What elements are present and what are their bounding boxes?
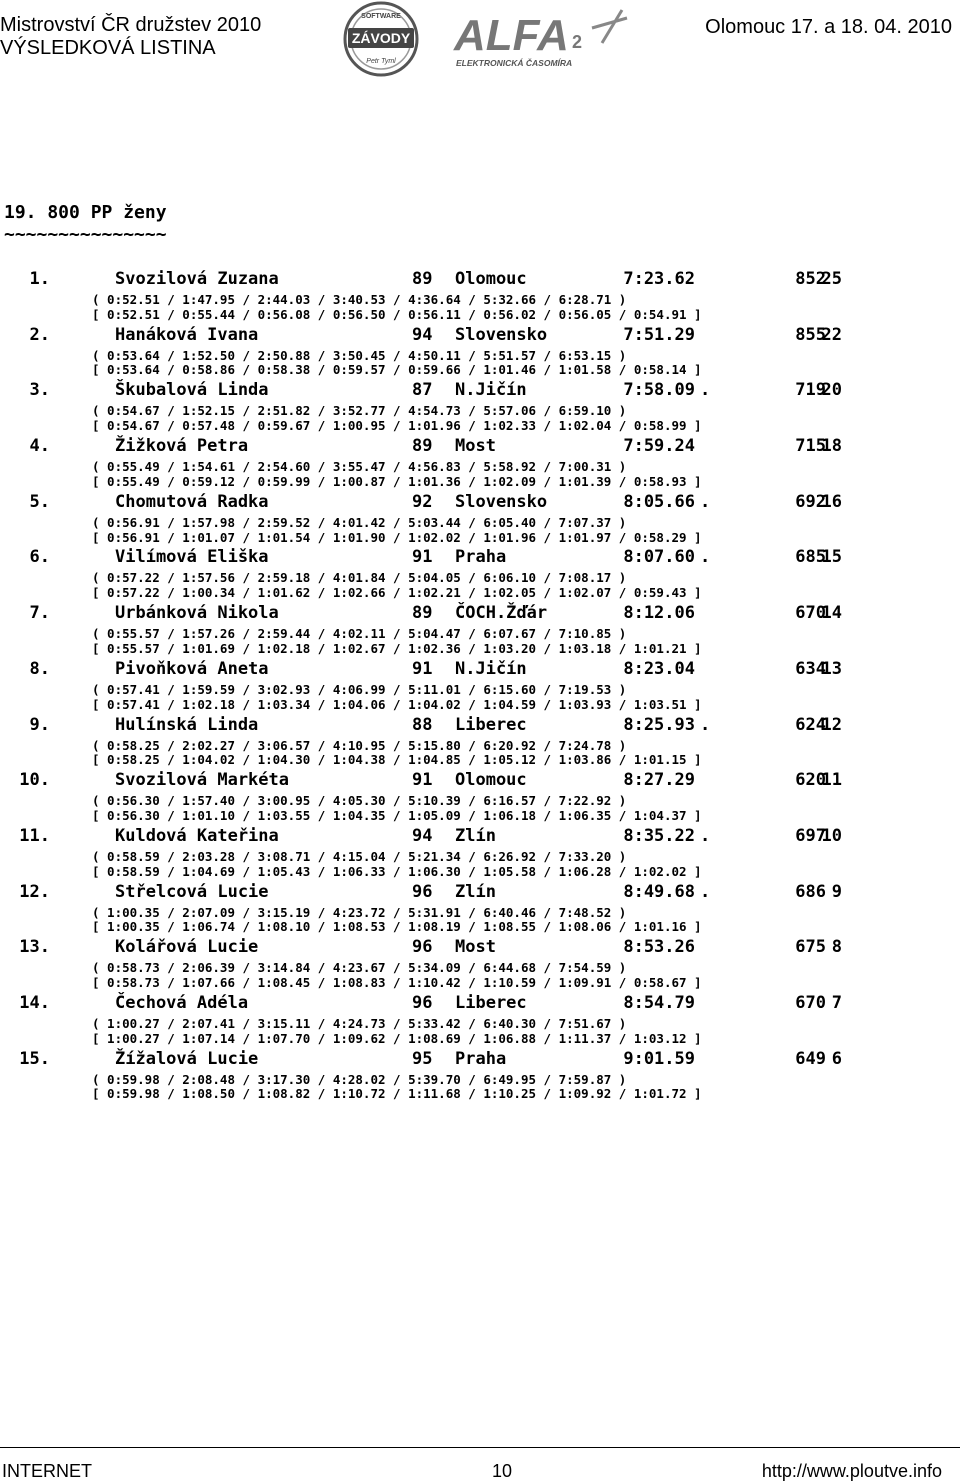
points: 624 [795,714,826,735]
page-footer [0,1447,960,1484]
cumulative-splits: ( 0:54.67 / 1:52.15 / 2:51.82 / 3:52.77 / 4:54.73 / 5:57.06 / 6:59.10 ) [92,403,627,419]
final-time: 8:53.26 [623,937,695,958]
club-name: N.Jičín [455,658,527,679]
svg-text:2: 2 [572,32,583,52]
result-row [0,489,960,515]
result-entry [0,934,960,990]
year-of-birth: 91 [412,658,433,679]
club-name: Slovensko [455,491,548,512]
points: 719 [795,380,826,401]
lap-splits: [ 0:54.67 / 0:57.48 / 0:59.67 / 1:00.95 / 1:01.96 / 1:02.33 / 1:02.04 / 0:58.99 ] [92,418,702,434]
final-time: 8:23.04 [623,658,695,679]
club-name: Olomouc [455,269,527,289]
header-left [0,14,261,60]
club-name: ČOCH.Žďár [455,603,548,624]
team-points: 20 [821,380,842,401]
club-name: Zlín [455,881,496,902]
result-rank: 8. [29,658,50,679]
final-time: 7:58.09 [623,380,695,401]
result-rank: 7. [29,603,50,624]
team-points: 6 [831,1048,842,1069]
result-entry [0,1046,960,1102]
result-entry [0,990,960,1046]
result-row [0,712,960,738]
results-list [0,266,960,1101]
result-rank: 15. [19,1048,50,1069]
athlete-name: Chomutová Radka [115,491,269,512]
lap-splits: [ 0:55.57 / 1:01.69 / 1:02.18 / 1:02.67 / 1:02.36 / 1:03.20 / 1:03.18 / 1:01.21 ] [92,640,702,656]
lap-splits: [ 0:56.91 / 1:01.07 / 1:01.54 / 1:01.90 / 1:02.02 / 1:01.96 / 1:01.97 / 0:58.29 ] [92,529,702,545]
result-row [0,934,960,960]
cumulative-splits: ( 0:58.25 / 2:02.27 / 3:06.57 / 4:10.95 / 5:15.80 / 6:20.92 / 7:24.78 ) [92,737,627,753]
team-points: 13 [821,658,842,679]
points: 620 [795,770,826,791]
result-entry [0,712,960,768]
final-time: 7:23.62 [623,269,695,289]
year-of-birth: 87 [412,380,433,401]
year-of-birth: 91 [412,770,433,791]
time-mark: . [700,491,711,512]
year-of-birth: 96 [412,992,433,1013]
result-entry [0,433,960,489]
athlete-name: Škubalová Linda [115,380,269,401]
result-entry [0,322,960,378]
cumulative-splits: ( 1:00.35 / 2:07.09 / 3:15.19 / 4:23.72 / 5:31.91 / 6:40.46 / 7:48.52 ) [92,904,627,920]
time-mark: . [700,380,711,401]
team-points: 11 [821,770,842,791]
athlete-name: Hanáková Ivana [115,324,259,345]
event-title: Mistrovství ČR družstev 2010 [0,14,262,36]
result-entry [0,767,960,823]
result-entry [0,656,960,712]
alfa-logo [452,8,642,70]
lap-splits: [ 0:53.64 / 0:58.86 / 0:58.38 / 0:59.57 / 0:59.66 / 1:01.46 / 1:01.58 / 0:58.14 ] [92,362,702,378]
final-time: 8:49.68 [623,881,695,902]
points: 715 [795,436,826,457]
result-entry [0,266,960,322]
final-time: 8:27.29 [623,770,695,791]
lap-splits: [ 1:00.27 / 1:07.14 / 1:07.70 / 1:09.62 / 1:08.69 / 1:06.88 / 1:11.37 / 1:03.12 ] [92,1030,702,1046]
lap-splits: [ 0:56.30 / 1:01.10 / 1:03.55 / 1:04.35 / 1:05.09 / 1:06.18 / 1:06.35 / 1:04.37 ] [92,807,702,823]
footer-url: http://www.ploutve.info [761,1461,942,1481]
zavody-software-logo [336,0,426,78]
athlete-name: Hulínská Linda [115,714,259,735]
cumulative-splits: ( 0:57.22 / 1:57.56 / 2:59.18 / 4:01.84 / 5:04.05 / 6:06.10 / 7:08.17 ) [92,570,627,586]
athlete-name: Kolářová Lucie [115,937,259,958]
result-row [0,433,960,459]
club-name: Slovensko [455,324,548,345]
year-of-birth: 92 [412,491,433,512]
event-heading: 19. 800 PP ženy [4,202,167,223]
results-list-title: VÝSLEDKOVÁ LISTINA [0,37,216,59]
logo1-top-text: SOFTWARE [361,13,401,20]
heading-underline: ~~~~~~~~~~~~~~~ [4,224,167,245]
athlete-name: Čechová Adéla [115,992,249,1013]
cumulative-splits: ( 0:55.57 / 1:57.26 / 2:59.44 / 4:02.11 / 5:04.47 / 6:07.67 / 7:10.85 ) [92,626,627,642]
year-of-birth: 89 [412,269,433,289]
result-row [0,377,960,403]
year-of-birth: 88 [412,714,433,735]
result-entry [0,823,960,879]
team-points: 12 [821,714,842,735]
team-points: 10 [821,825,842,846]
team-points: 18 [821,436,842,457]
result-rank: 9. [29,714,50,735]
lap-splits: [ 0:57.22 / 1:00.34 / 1:01.62 / 1:02.66 / 1:02.21 / 1:02.05 / 1:02.07 / 0:59.43 ] [92,585,702,601]
athlete-name: Střelcová Lucie [115,881,269,902]
time-mark: . [700,547,711,568]
athlete-name: Svozilová Markéta [115,770,289,791]
logo2-sub-text: ELEKTRONICKÁ ČASOMÍRA [456,58,573,68]
lap-splits: [ 0:58.73 / 1:07.66 / 1:08.45 / 1:08.83 / 1:10.42 / 1:10.59 / 1:09.91 / 0:58.67 ] [92,975,702,991]
points: 697 [795,825,826,846]
year-of-birth: 96 [412,881,433,902]
result-row [0,990,960,1016]
year-of-birth: 89 [412,603,433,624]
points: 634 [795,658,826,679]
cumulative-splits: ( 0:55.49 / 1:54.61 / 2:54.60 / 3:55.47 / 4:56.83 / 5:58.92 / 7:00.31 ) [92,459,627,475]
result-rank: 4. [29,436,50,457]
result-row [0,600,960,626]
time-mark: . [700,825,711,846]
team-points: 15 [821,547,842,568]
club-name: Liberec [455,714,527,735]
points: 670 [795,992,826,1013]
cumulative-splits: ( 0:59.98 / 2:08.48 / 3:17.30 / 4:28.02 / 5:39.70 / 6:49.95 / 7:59.87 ) [92,1071,627,1087]
result-rank: 5. [29,491,50,512]
year-of-birth: 96 [412,937,433,958]
cumulative-splits: ( 0:53.64 / 1:52.50 / 2:50.88 / 3:50.45 / 4:50.11 / 5:51.57 / 6:53.15 ) [92,347,627,363]
lap-splits: [ 0:58.59 / 1:04.69 / 1:05.43 / 1:06.33 / 1:06.30 / 1:05.58 / 1:06.28 / 1:02.02 ] [92,863,702,879]
year-of-birth: 95 [412,1048,433,1069]
cumulative-splits: ( 1:00.27 / 2:07.41 / 3:15.11 / 4:24.73 / 5:33.42 / 6:40.30 / 7:51.67 ) [92,1015,627,1031]
page-header [0,0,960,80]
team-points: 7 [831,992,842,1013]
result-entry [0,544,960,600]
lap-splits: [ 0:59.98 / 1:08.50 / 1:08.82 / 1:10.72 / 1:11.68 / 1:10.25 / 1:09.92 / 1:01.72 ] [92,1086,702,1102]
points: 685 [795,547,826,568]
result-row [0,823,960,849]
club-name: Praha [455,547,507,568]
event-date-place: Olomouc 17. a 18. 04. 2010 [705,16,952,38]
logo1-bottom-text: Petr Tyml [366,58,396,65]
result-rank: 1. [29,269,50,289]
result-rank: 3. [29,380,50,401]
points: 675 [795,937,826,958]
footer-source: INTERNET [2,1461,92,1481]
result-row [0,266,960,292]
lap-splits: [ 0:57.41 / 1:02.18 / 1:03.34 / 1:04.06 / 1:04.02 / 1:04.59 / 1:03.93 / 1:03.51 ] [92,696,702,712]
team-points: 14 [821,603,842,624]
result-entry [0,879,960,935]
result-row [0,656,960,682]
club-name: Most [455,436,496,457]
result-row [0,322,960,348]
athlete-name: Svozilová Zuzana [115,269,279,289]
result-entry [0,377,960,433]
points: 692 [795,491,826,512]
year-of-birth: 94 [412,324,433,345]
final-time: 7:59.24 [623,436,695,457]
points: 686 [795,881,826,902]
team-points: 8 [831,937,842,958]
lap-splits: [ 0:58.25 / 1:04.02 / 1:04.30 / 1:04.38 / 1:04.85 / 1:05.12 / 1:03.86 / 1:01.15 ] [92,752,702,768]
points: 855 [795,324,826,345]
athlete-name: Vilímová Eliška [115,547,269,568]
result-row [0,767,960,793]
time-mark: . [700,714,711,735]
cumulative-splits: ( 0:58.73 / 2:06.39 / 3:14.84 / 4:23.67 / 5:34.09 / 6:44.68 / 7:54.59 ) [92,960,627,976]
final-time: 8:07.60 [623,547,695,568]
final-time: 8:54.79 [623,992,695,1013]
final-time: 7:51.29 [623,324,695,345]
page-number: 10 [492,1461,513,1481]
result-rank: 10. [19,770,50,791]
athlete-name: Urbánková Nikola [115,603,279,624]
final-time: 8:12.06 [623,603,695,624]
club-name: Most [455,937,496,958]
club-name: Praha [455,1048,507,1069]
athlete-name: Kuldová Kateřina [115,825,279,846]
result-rank: 6. [29,547,50,568]
cumulative-splits: ( 0:57.41 / 1:59.59 / 3:02.93 / 4:06.99 / 5:11.01 / 6:15.60 / 7:19.53 ) [92,681,627,697]
athlete-name: Žižková Petra [115,436,249,457]
result-row [0,879,960,905]
points: 852 [795,269,826,289]
team-points: 9 [831,881,842,902]
team-points: 16 [821,491,842,512]
final-time: 8:35.22 [623,825,695,846]
club-name: Liberec [455,992,527,1013]
athlete-name: Pivoňková Aneta [115,658,269,679]
cumulative-splits: ( 0:52.51 / 1:47.95 / 2:44.03 / 3:40.53 / 4:36.64 / 5:32.66 / 6:28.71 ) [92,292,627,307]
lap-splits: [ 0:55.49 / 0:59.12 / 0:59.99 / 1:00.87 / 1:01.36 / 1:02.09 / 1:01.39 / 0:58.93 ] [92,473,702,489]
cumulative-splits: ( 0:56.30 / 1:57.40 / 3:00.95 / 4:05.30 / 5:10.39 / 6:16.57 / 7:22.92 ) [92,793,627,809]
result-entry [0,600,960,656]
final-time: 8:25.93 [623,714,695,735]
result-row [0,544,960,570]
result-row [0,1046,960,1072]
result-rank: 13. [19,937,50,958]
club-name: N.Jičín [455,380,527,401]
cumulative-splits: ( 0:56.91 / 1:57.98 / 2:59.52 / 4:01.42 / 5:03.44 / 6:05.40 / 7:07.37 ) [92,514,627,530]
final-time: 8:05.66 [623,491,695,512]
year-of-birth: 91 [412,547,433,568]
club-name: Zlín [455,825,496,846]
result-rank: 2. [29,324,50,345]
team-points: 25 [821,269,842,289]
year-of-birth: 94 [412,825,433,846]
cumulative-splits: ( 0:58.59 / 2:03.28 / 3:08.71 / 4:15.04 / 5:21.34 / 6:26.92 / 7:33.20 ) [92,848,627,864]
team-points: 22 [821,324,842,345]
points: 670 [795,603,826,624]
result-entry [0,489,960,545]
result-rank: 14. [19,992,50,1013]
athlete-name: Žížalová Lucie [115,1048,259,1069]
points: 649 [795,1048,826,1069]
result-rank: 11. [19,825,50,846]
lap-splits: [ 0:52.51 / 0:55.44 / 0:56.08 / 0:56.50 / 0:56.11 / 0:56.02 / 0:56.05 / 0:54.91 ] [92,306,702,322]
logo1-text: ZÁVODY [351,30,411,46]
lap-splits: [ 1:00.35 / 1:06.74 / 1:08.10 / 1:08.53 / 1:08.19 / 1:08.55 / 1:08.06 / 1:01.16 ] [92,919,702,935]
final-time: 9:01.59 [623,1048,695,1069]
club-name: Olomouc [455,770,527,791]
year-of-birth: 89 [412,436,433,457]
result-rank: 12. [19,881,50,902]
time-mark: . [700,881,711,902]
logo2-text: ALFA [454,11,569,60]
